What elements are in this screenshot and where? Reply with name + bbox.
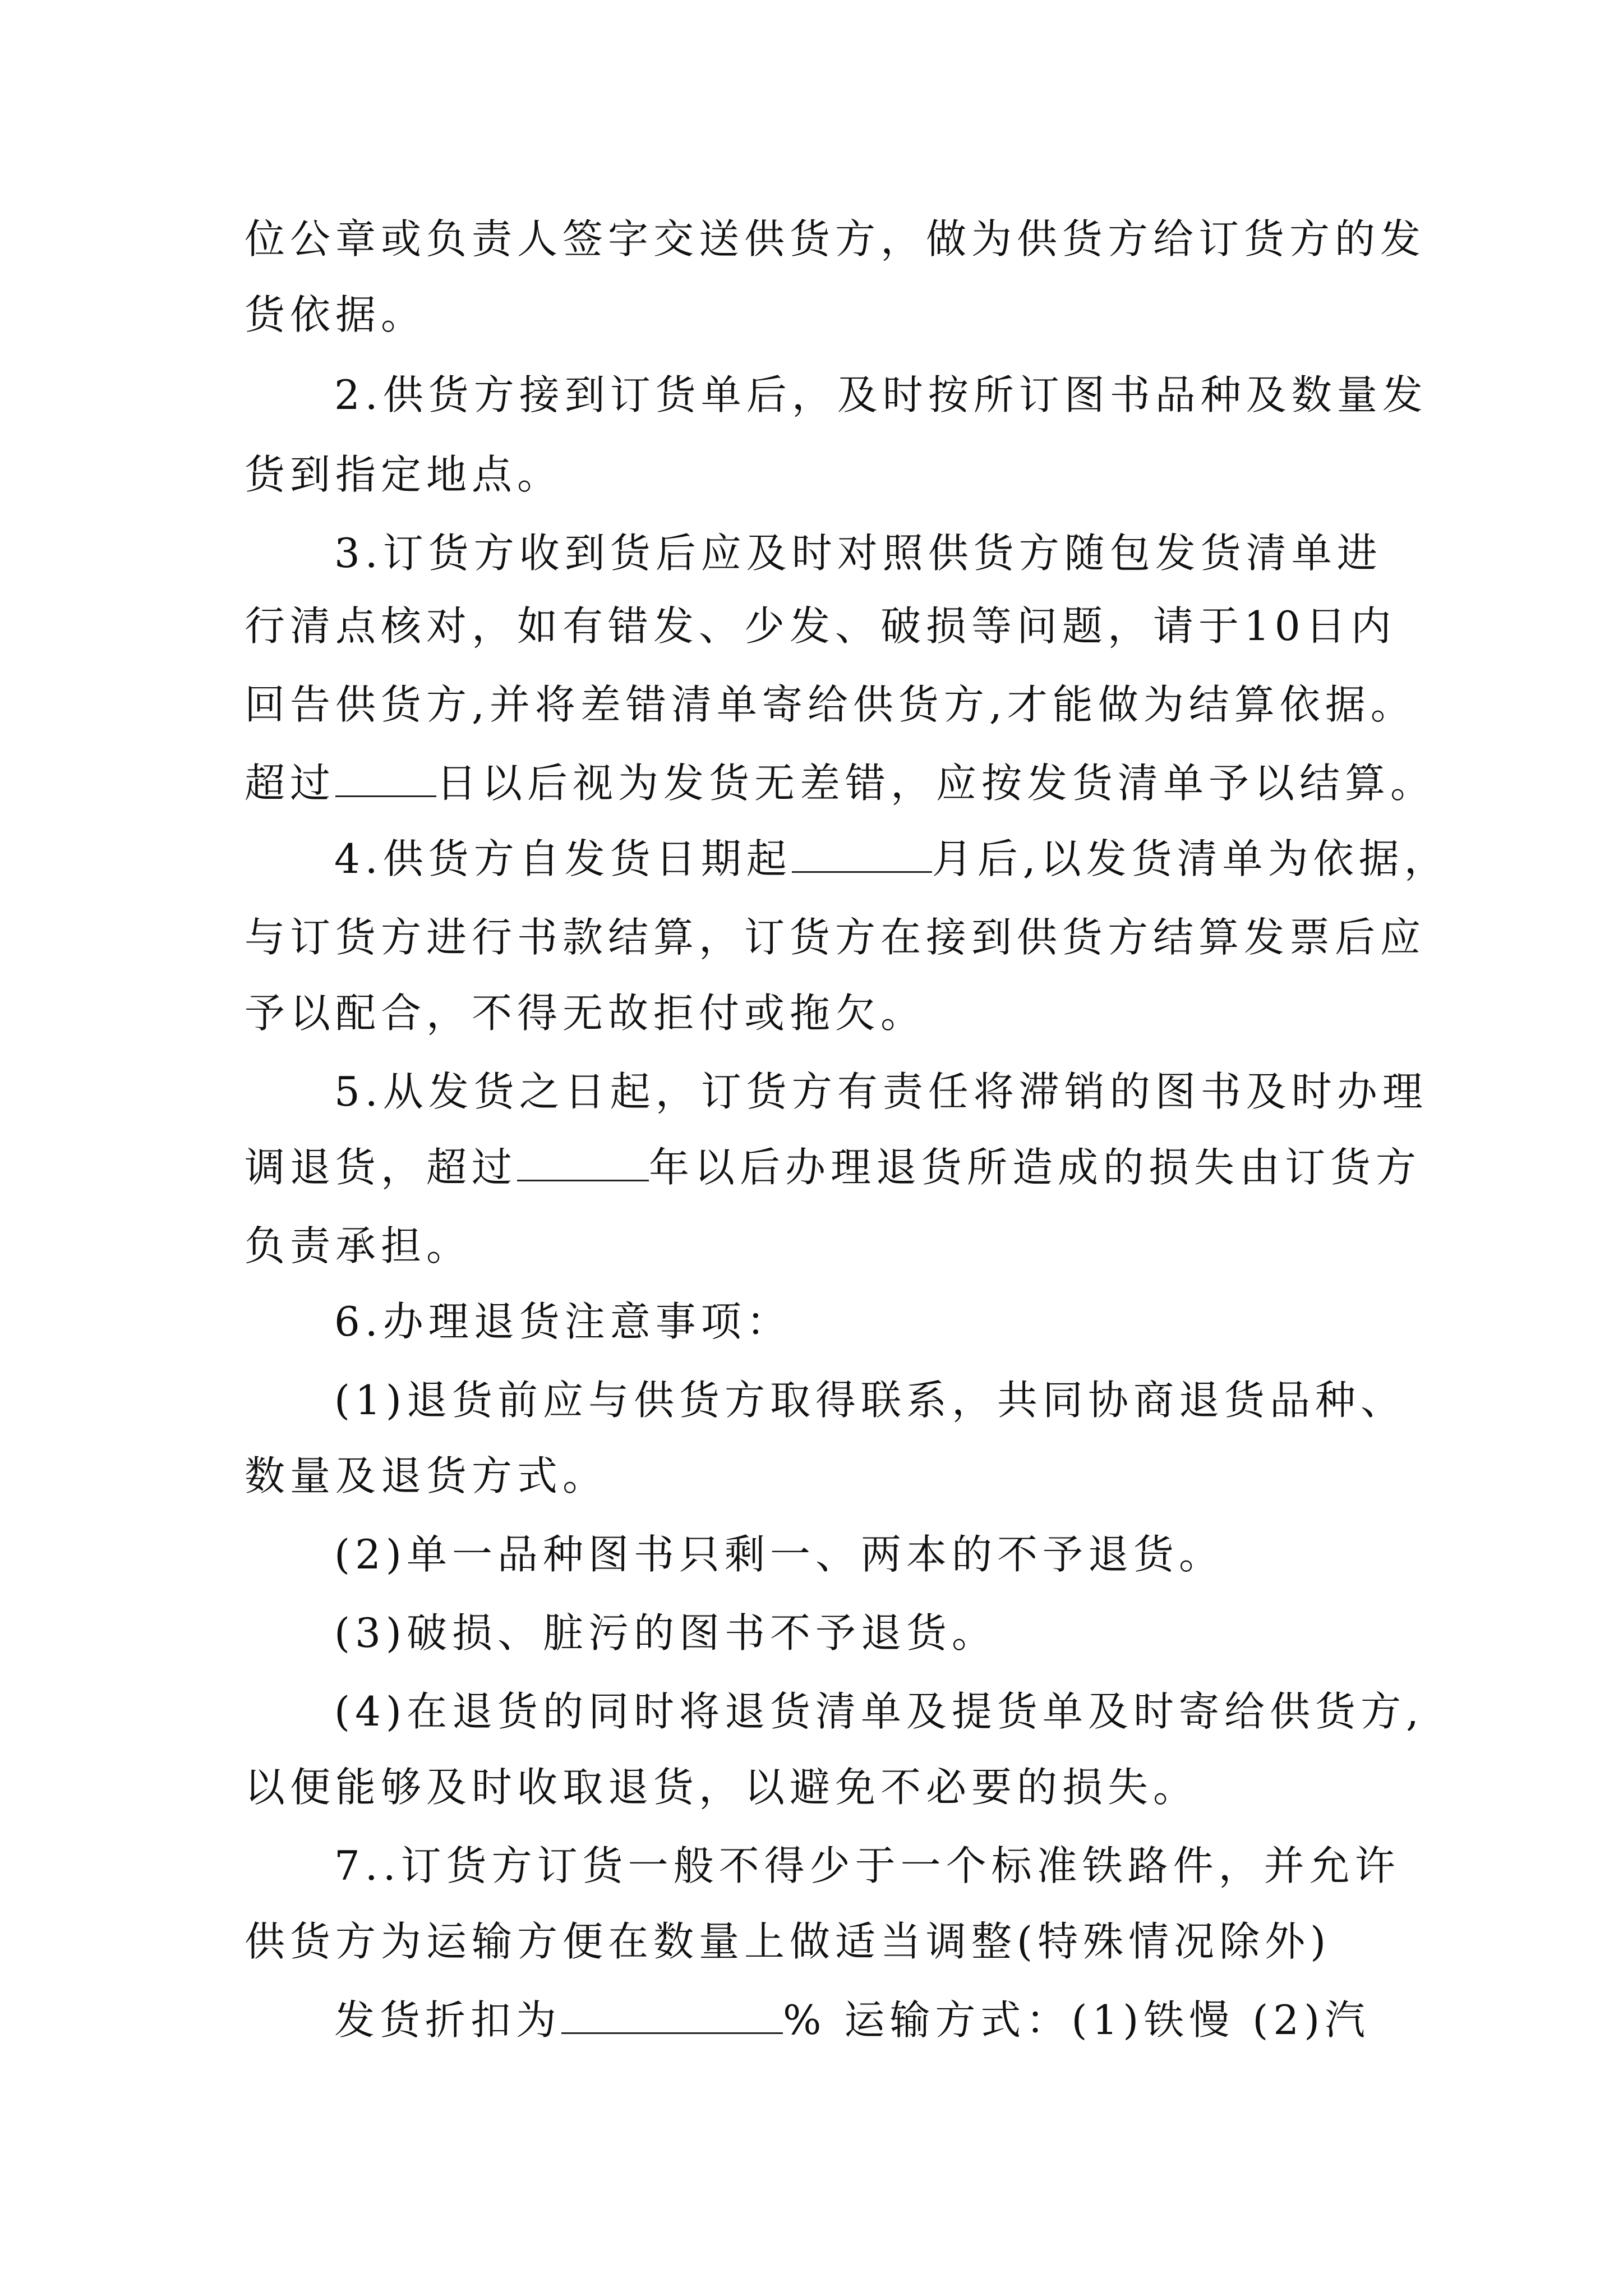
text-fragment: (2)单一品种图书只剩一、两本的不予退货。	[334, 1531, 1224, 1578]
text-fragment: 数量及退货方式。	[245, 1452, 608, 1499]
text-line	[245, 760, 1436, 807]
text-fragment: 位公章或负责人签字交送供货方，做为供货方给订货方的发	[245, 215, 1426, 263]
text-line	[334, 1298, 1478, 1345]
text-fragment: 供货方为运输方便在数量上做适当调整(特殊情况除外)	[245, 1918, 1331, 1965]
text-line	[334, 1377, 1478, 1424]
text-fragment: (1)退货前应与供货方取得联系，共同协商退货品种、	[334, 1377, 1406, 1424]
text-fragment: 行清点核对，如有错发、少发、破损等问题，请于10日内	[245, 602, 1396, 650]
text-fragment: 负责承担。	[245, 1222, 472, 1269]
text-fragment: 回告供货方,并将差错清单寄给供货方,才能做为结算依据。	[245, 681, 1416, 728]
text-line	[334, 1842, 1478, 1889]
text-fragment: 5.从发货之日起，订货方有责任将滞销的图书及时办理	[334, 1068, 1428, 1115]
text-fragment: 予以配合，不得无故拒付或拖欠。	[245, 990, 926, 1037]
text-fragment: 2.供货方接到订货单后，及时按所订图书品种及数量发	[334, 371, 1428, 418]
text-line	[334, 835, 1478, 882]
fill-in-blank	[335, 763, 436, 797]
text-fragment: 月后,以发货清单为依据，	[932, 835, 1450, 882]
fill-in-blank	[561, 2000, 783, 2034]
text-fragment: % 运输方式：(1)铁慢 (2)汽	[783, 1996, 1371, 2044]
text-line	[334, 1688, 1478, 1735]
text-line	[245, 1222, 1389, 1269]
text-fragment: 超过	[245, 760, 336, 807]
text-fragment: 6.办理退货注意事项：	[334, 1298, 792, 1345]
text-fragment: 3.订货方收到货后应及时对照供货方随包发货清单进	[334, 530, 1382, 577]
text-fragment: 年以后办理退货所造成的损失由订货方	[649, 1144, 1422, 1191]
text-line	[245, 914, 1426, 961]
text-fragment: (3)破损、脏污的图书不予退货。	[334, 1609, 997, 1657]
text-line	[245, 990, 1389, 1037]
text-fragment: 与订货方进行书款结算，订货方在接到供货方结算发票后应	[245, 914, 1426, 961]
text-line	[334, 1996, 1478, 2044]
text-line	[245, 602, 1396, 650]
text-line	[245, 1452, 1389, 1499]
text-fragment: (4)在退货的同时将退货清单及提货单及时寄给供货方,	[334, 1688, 1424, 1735]
text-line	[245, 451, 1389, 498]
text-line	[245, 681, 1416, 728]
text-fragment: 货到指定地点。	[245, 451, 563, 498]
text-line	[245, 215, 1426, 263]
text-fragment: 调退货，超过	[245, 1144, 518, 1191]
fill-in-blank	[517, 1147, 649, 1181]
text-line	[334, 530, 1478, 577]
text-line	[334, 1609, 1478, 1657]
text-line	[334, 1068, 1478, 1115]
text-fragment: 4.供货方自发货日期起	[334, 835, 792, 882]
text-line	[245, 291, 1389, 338]
text-line	[245, 1918, 1389, 1965]
text-fragment: 7..订货方订货一般不得少于一个标准铁路件，并允许	[334, 1842, 1400, 1889]
text-line	[245, 1764, 1389, 1811]
text-fragment: 货依据。	[245, 291, 427, 338]
text-line	[334, 1531, 1478, 1578]
text-fragment: 日以后视为发货无差错，应按发货清单予以结算。	[436, 760, 1436, 807]
fill-in-blank	[792, 839, 932, 873]
text-line	[245, 1144, 1422, 1191]
text-fragment: 发货折扣为	[334, 1996, 562, 2044]
text-line	[334, 371, 1478, 418]
text-fragment: 以便能够及时收取退货，以避免不必要的损失。	[245, 1764, 1199, 1811]
